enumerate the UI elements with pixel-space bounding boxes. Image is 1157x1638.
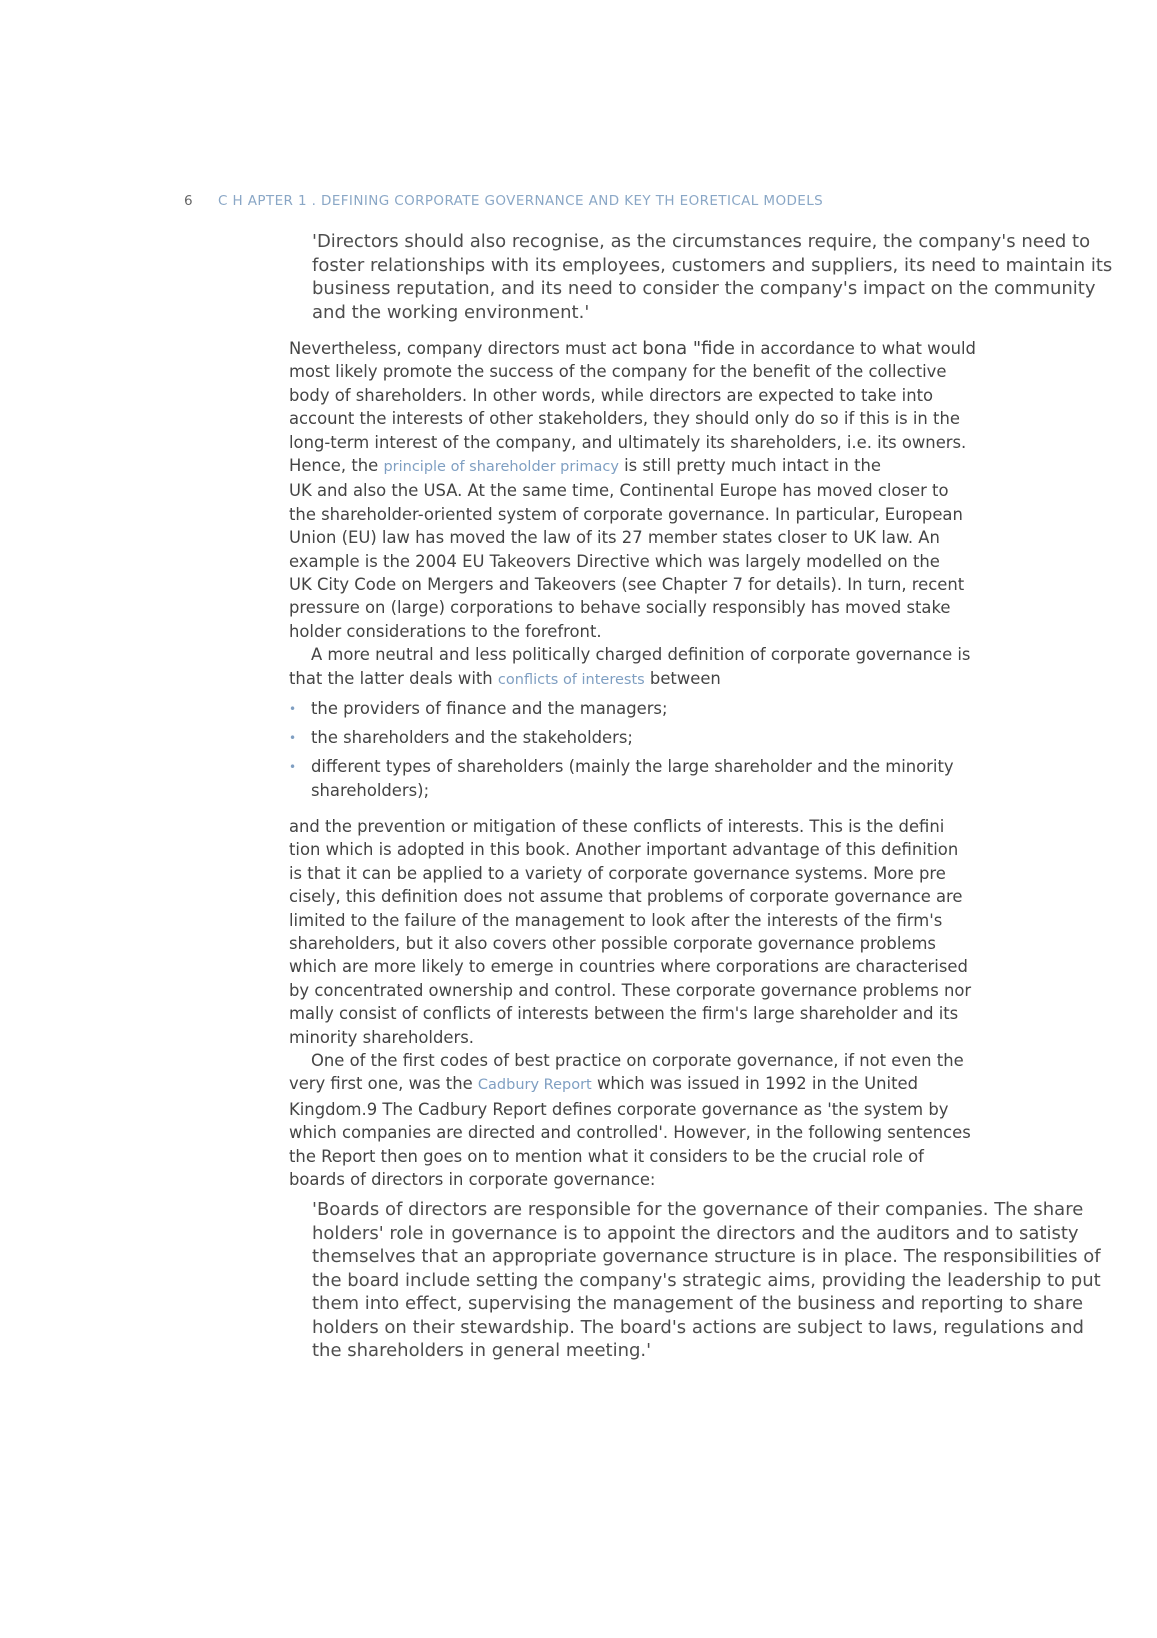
text-line: and the prevention or mitigation of these conflicts of interests. This is the defini [289, 817, 945, 836]
text-span: shareholders); [311, 781, 430, 800]
text-line: Union (EU) law has moved the law of its 27 member states closer to UK law. An [289, 528, 940, 548]
text-line: UK City Code on Mergers and Takeovers (see Chapter 7 for details). In turn, recent [289, 575, 965, 595]
text-line [289, 454, 1059, 479]
quote-line: foster relationships with its employees, customers and suppliers, its need to maintain its [312, 254, 1113, 276]
bullet-list [289, 697, 954, 803]
text-line: which are more likely to emerge in countries where corporations are characterised [289, 957, 968, 977]
text-line: minority shareholders. [289, 1027, 474, 1047]
chapter-title: C H APTER 1 . DEFINING CORPORATE GOVERNANCE AND KEY TH EORETICAL MODELS [218, 193, 824, 209]
text-line: by concentrated ownership and control. These corporate governance problems nor [289, 980, 972, 1000]
text-line: tion which is adopted in this book. Another important advantage of this definition [289, 840, 959, 860]
text-line: boards of directors in corporate governance: [289, 1170, 656, 1190]
running-header [184, 193, 823, 209]
quote-line: business reputation, and its need to consider the company's impact on the community [312, 278, 1096, 299]
glossary-link-shareholder-primacy[interactable]: principle of shareholder primacy [383, 459, 619, 476]
text-line: cisely, this definition does not assume that problems of corporate governance are [289, 887, 963, 907]
latin-term: bona "fide [642, 338, 735, 359]
text-line [289, 1072, 1059, 1097]
text-line: A more neutral and less politically charged definition of corporate governance is [311, 645, 971, 665]
text-line: One of the first codes of best practice on corporate governance, if not even the [311, 1051, 964, 1071]
glossary-link-cadbury-report[interactable]: Cadbury Report [477, 1077, 592, 1094]
text-span: Hence, the [289, 456, 384, 476]
text-line: the shareholder-oriented system of corporate governance. In particular, European [289, 504, 963, 524]
text-line: which companies are directed and controlled'. However, in the following sentences [289, 1123, 971, 1143]
text-line [289, 667, 1059, 692]
list-item [289, 755, 954, 803]
quote-line: the board include setting the company's strategic aims, providing the leadership to put [312, 1269, 1101, 1291]
text-span: is still pretty much intact in the [618, 456, 881, 476]
quote-line: holders' role in governance is to appoint the directors and the auditors and to satisty [312, 1222, 1079, 1244]
text-span: very first one, was the [289, 1074, 478, 1094]
text-line: mally consist of conflicts of interests between the firm's large shareholder and its [289, 1004, 959, 1024]
list-item: • the shareholders and the stakeholders; [289, 726, 954, 750]
block-quote-directors [312, 230, 1152, 324]
text-line [289, 337, 1059, 360]
text-line: UK and also the USA. At the same time, Continental Europe has moved closer to [289, 481, 949, 501]
text-span: between [644, 668, 721, 688]
text-span: that the latter deals with [289, 668, 498, 688]
text-span: different types of shareholders (mainly the large shareholder and the minority [311, 757, 954, 776]
text-line: holder considerations to the forefront. [289, 621, 602, 641]
text-line: limited to the failure of the management to look after the interests of the firm's [289, 910, 943, 930]
text-line: example is the 2004 EU Takeovers Directive which was largely modelled on the [289, 551, 940, 571]
block-quote-cadbury [312, 1198, 1152, 1363]
text-line: account the interests of other stakeholders, they should only do so if this is in the [289, 409, 960, 429]
quote-line: and the working environment.' [312, 301, 590, 323]
text-span: Nevertheless, company directors must act [289, 339, 643, 358]
quote-line: the shareholders in general meeting.' [312, 1340, 652, 1361]
quote-line: 'Boards of directors are responsible for the governance of their companies. The share [312, 1199, 1084, 1220]
glossary-link-conflicts-of-interests[interactable]: conflicts of interests [497, 671, 645, 688]
page-number: 6 [184, 193, 193, 209]
text-span: which was issued in 1992 in the United [591, 1074, 919, 1094]
quote-line: themselves that an appropriate governance structure is in place. The responsibilities of [312, 1246, 1101, 1267]
quote-line: 'Directors should also recognise, as the circumstances require, the company's need to [312, 231, 1091, 252]
quote-line: holders on their stewardship. The board's actions are subject to laws, regulations and [312, 1316, 1084, 1338]
text-line: is that it can be applied to a variety of corporate governance systems. More pre [289, 863, 946, 883]
text-line: long-term interest of the company, and ultimately its shareholders, i.e. its owners. [289, 432, 967, 452]
text-line: most likely promote the success of the company for the benefit of the collective [289, 362, 947, 382]
text-line: body of shareholders. In other words, while directors are expected to take into [289, 385, 934, 405]
quote-line: them into effect, supervising the management of the business and reporting to share [312, 1293, 1084, 1314]
text-line: the Report then goes on to mention what it considers to be the crucial role of [289, 1146, 924, 1166]
text-line: pressure on (large) corporations to behave socially responsibly has moved stake [289, 598, 951, 618]
text-span: in accordance to what would [734, 339, 976, 358]
paragraph-shareholder-primacy [289, 337, 1059, 692]
text-line: shareholders, but it also covers other possible corporate governance problems [289, 934, 936, 954]
list-item: • the providers of finance and the managers; [289, 697, 954, 721]
text-line: Kingdom.9 The Cadbury Report defines corporate governance as 'the system by [289, 1099, 949, 1119]
paragraph-definition [289, 815, 1059, 1192]
